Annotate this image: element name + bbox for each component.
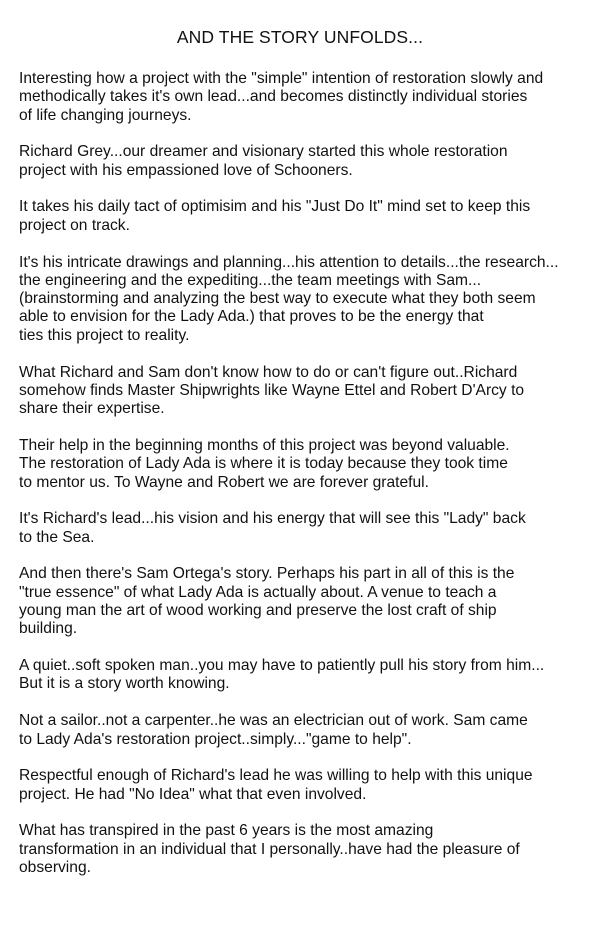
paragraph-line: Interesting how a project with the "simple" intention of restoration slowly and xyxy=(19,70,544,87)
paragraph xyxy=(19,822,594,877)
paragraph-line: to Lady Ada's restoration project..simply..."game to help". xyxy=(19,730,412,748)
paragraph-line: share their expertise. xyxy=(19,400,165,418)
paragraph-line: Their help in the beginning months of this project was beyond valuable. xyxy=(19,436,510,454)
paragraph-line: What has transpired in the past 6 years is the most amazing xyxy=(19,822,434,840)
paragraph-line: project on track. xyxy=(19,216,130,234)
paragraph-line: It's his intricate drawings and planning...his attention to details...the research... xyxy=(19,253,559,271)
paragraph-line: observing. xyxy=(19,859,91,876)
paragraph-line: Richard Grey...our dreamer and visionary started this whole restoration xyxy=(19,143,508,161)
paragraph xyxy=(19,70,594,125)
paragraph xyxy=(19,565,594,638)
paragraph-line: transformation in an individual that I personally..have had the pleasure of xyxy=(19,840,520,858)
paragraph-line: Respectful enough of Richard's lead he was willing to help with this unique xyxy=(19,767,533,785)
paragraph-line: (brainstorming and analyzing the best way to execute what they both seem xyxy=(19,290,536,308)
paragraph-line: The restoration of Lady Ada is where it is today because they took time xyxy=(19,455,508,473)
paragraph-line: the engineering and the expediting...the team meetings with Sam... xyxy=(19,271,482,289)
paragraph-line: A quiet..soft spoken man..you may have to patiently pull his story from him... xyxy=(19,657,545,675)
paragraph-line: somehow finds Master Shipwrights like Wayne Ettel and Robert D'Arcy to xyxy=(19,381,525,399)
paragraph-line: It's Richard's lead...his vision and his energy that will see this "Lady" back xyxy=(19,510,526,528)
paragraph-line: But it is a story worth knowing. xyxy=(19,675,230,693)
paragraph-line: methodically takes it's own lead...and becomes distinctly individual stories xyxy=(19,88,528,106)
paragraph-line: Not a sailor..not a carpenter..he was an electrician out of work. Sam came xyxy=(19,712,528,730)
paragraph-line: of life changing journeys. xyxy=(19,106,192,124)
paragraph xyxy=(19,143,594,180)
paragraph-line: It takes his daily tact of optimisim and his "Just Do It" mind set to keep this xyxy=(19,198,531,216)
paragraph-line: to the Sea. xyxy=(19,528,95,546)
paragraph xyxy=(19,767,594,804)
page-title: AND THE STORY UNFOLDS... xyxy=(176,27,424,47)
paragraph xyxy=(19,510,594,547)
paragraph xyxy=(19,198,594,235)
paragraph-line: young man the art of wood working and preserve the lost craft of ship xyxy=(19,602,497,620)
paragraph-line: to mentor us. To Wayne and Robert we are forever grateful. xyxy=(19,473,429,491)
paragraph-line: project with his empassioned love of Schooners. xyxy=(19,161,353,179)
paragraph-line: "true essence" of what Lady Ada is actually about. A venue to teach a xyxy=(19,583,497,601)
paragraph-line: building. xyxy=(19,620,78,638)
paragraph-line: able to envision for the Lady Ada.) that proves to be the energy that xyxy=(19,308,484,326)
paragraph-line: And then there's Sam Ortega's story. Perhaps his part in all of this is the xyxy=(19,565,515,583)
paragraph-line: What Richard and Sam don't know how to do or can't figure out..Richard xyxy=(19,363,518,381)
paragraph-line: project. He had "No Idea" what that even involved. xyxy=(19,785,367,803)
paragraph xyxy=(19,437,594,492)
paragraph-line: ties this project to reality. xyxy=(19,326,190,344)
paragraph xyxy=(19,657,594,694)
paragraph xyxy=(19,254,594,345)
document-body xyxy=(19,70,594,896)
paragraph xyxy=(19,364,594,419)
paragraph xyxy=(19,712,594,749)
